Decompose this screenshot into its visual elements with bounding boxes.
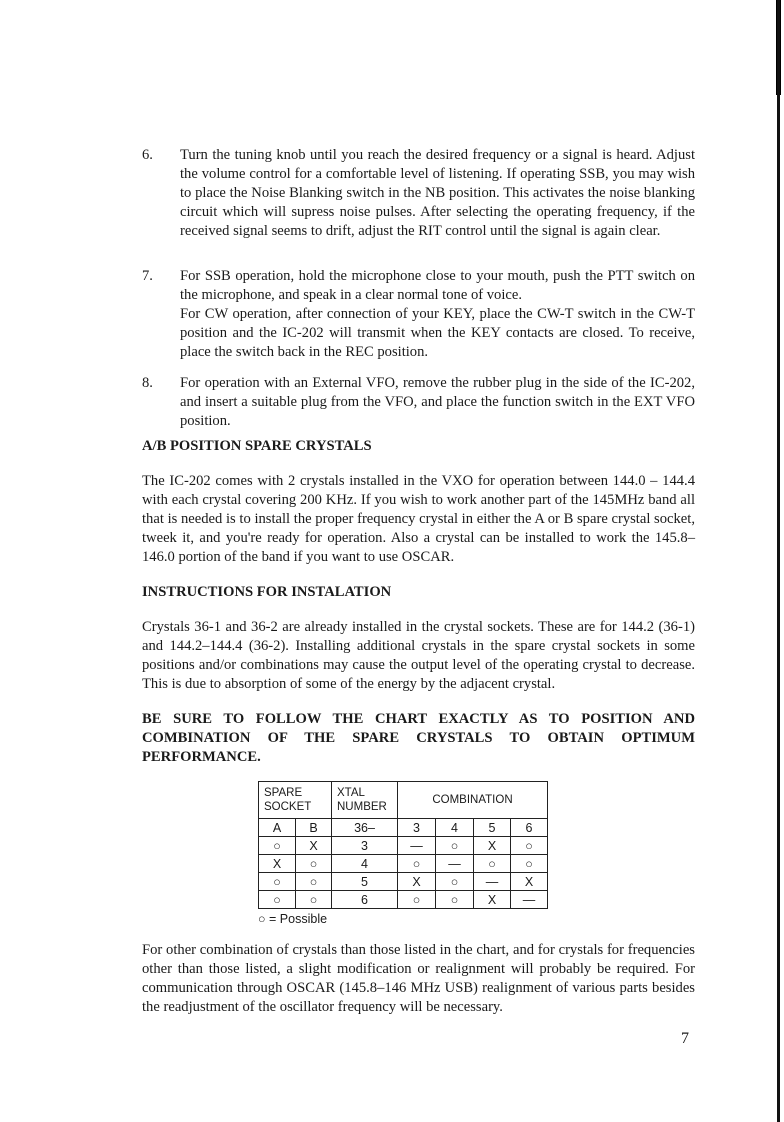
page-content xyxy=(142,146,695,1048)
cell: X xyxy=(474,837,511,855)
header-spare-socket: SPARE SOCKET xyxy=(259,782,332,819)
step-6 xyxy=(142,146,695,241)
step-text: For CW operation, after connection of your KEY, place the CW-T switch in the CW-T position and the IC-202 will transmit when the KEY contacts are closed. To receive, place the switch back in the REC position. xyxy=(180,306,695,360)
section-heading: INSTRUCTIONS FOR INSTALATION xyxy=(142,584,392,600)
step-7 xyxy=(142,267,695,362)
cell: ○ xyxy=(296,855,332,873)
cell: ○ xyxy=(259,837,296,855)
scan-edge-line xyxy=(777,0,780,1122)
cell: B xyxy=(296,819,332,837)
cell: 5 xyxy=(474,819,511,837)
cell: ○ xyxy=(511,837,548,855)
table-row xyxy=(259,837,548,855)
chart-legend: ○ = Possible xyxy=(258,912,328,926)
cell: ○ xyxy=(436,891,474,909)
step-text: For SSB operation, hold the microphone close to your mouth, push the PTT switch on the microphone, and speak in a clear normal tone of voice. xyxy=(180,268,695,303)
cell: ○ xyxy=(398,855,436,873)
cell: ○ xyxy=(296,873,332,891)
cell: X xyxy=(398,873,436,891)
step-text: Turn the tuning knob until you reach the desired frequency or a signal is heard. Adjust the volume control for a comfortable level of listening. If operating SSB, you may wish to place the Noise Blanking switch in the NB position. This activates the noise blanking circuit which will supress noise pulses. After selecting the operating frequency, if the received signal seems to drift, adjust the RIT control until the signal is again clear. xyxy=(180,147,695,239)
table-row xyxy=(259,891,548,909)
cell: 4 xyxy=(332,855,398,873)
step-text: For operation with an External VFO, remove the rubber plug in the side of the IC-202, and insert a suitable plug from the VFO, and place the function switch in the EXT VFO position. xyxy=(180,375,695,429)
section-body: The IC-202 comes with 2 crystals installed in the VXO for operation between 144.0 – 144.4 with each crystal covering 200 KHz. If you wish to work another part of the 145MHz band all that is needed is to install the proper frequency crystal in either the A or B spare crystal socket, tweek it, and you're ready for operation. Also a crystal can be installed to work the 145.8–146.0 portion of the band if you want to use OSCAR. xyxy=(142,473,695,565)
cell: X xyxy=(474,891,511,909)
cell: ○ xyxy=(398,891,436,909)
cell: — xyxy=(398,837,436,855)
crystal-chart xyxy=(258,781,548,909)
sub-header-row xyxy=(259,819,548,837)
cell: 4 xyxy=(436,819,474,837)
cell: X xyxy=(296,837,332,855)
cell: X xyxy=(259,855,296,873)
table-row xyxy=(259,855,548,873)
cell: ○ xyxy=(259,891,296,909)
cell: — xyxy=(474,873,511,891)
header-xtal-number: XTAL NUMBER xyxy=(332,782,398,819)
table-row xyxy=(259,873,548,891)
cell: ○ xyxy=(259,873,296,891)
cell: ○ xyxy=(296,891,332,909)
page-number: 7 xyxy=(681,1030,689,1047)
cell: — xyxy=(511,891,548,909)
closing-paragraph: For other combination of crystals than those listed in the chart, and for crystals for frequencies other than those listed, a slight modification or realignment will probably be required. For communication through OSCAR (145.8–146 MHz USB) realignment of various parts besides the readjustment of the oscillator frequency will be necessary. xyxy=(142,942,695,1015)
step-number: 6. xyxy=(142,147,153,163)
cell: 6 xyxy=(511,819,548,837)
cell: ○ xyxy=(474,855,511,873)
cell: 36– xyxy=(332,819,398,837)
cell: — xyxy=(436,855,474,873)
crystal-chart-wrapper xyxy=(258,781,695,927)
cell: ○ xyxy=(511,855,548,873)
cell: ○ xyxy=(436,837,474,855)
header-combination: COMBINATION xyxy=(398,782,548,819)
cell: 3 xyxy=(332,837,398,855)
cell: 6 xyxy=(332,891,398,909)
section-body: Crystals 36-1 and 36-2 are already installed in the crystal sockets. These are for 144.2 (36-1) and 144.2–144.4 (36-2). Installing additional crystals in the spare crystal sockets in some positions and/or combinations may cause the output level of the operating crystal to decrease. This is due to absorption of some of the energy by the adjacent crystal. xyxy=(142,619,695,692)
cell: ○ xyxy=(436,873,474,891)
warning-text: BE SURE TO FOLLOW THE CHART EXACTLY AS TO POSITION AND COMBINATION OF THE SPARE CRYSTALS TO OBTAIN OPTIMUM PERFORMANCE. xyxy=(142,711,695,765)
cell: 5 xyxy=(332,873,398,891)
section-heading: A/B POSITION SPARE CRYSTALS xyxy=(142,438,372,454)
step-number: 8. xyxy=(142,375,153,391)
step-8 xyxy=(142,374,695,431)
cell: X xyxy=(511,873,548,891)
step-number: 7. xyxy=(142,268,153,284)
cell: 3 xyxy=(398,819,436,837)
cell: A xyxy=(259,819,296,837)
